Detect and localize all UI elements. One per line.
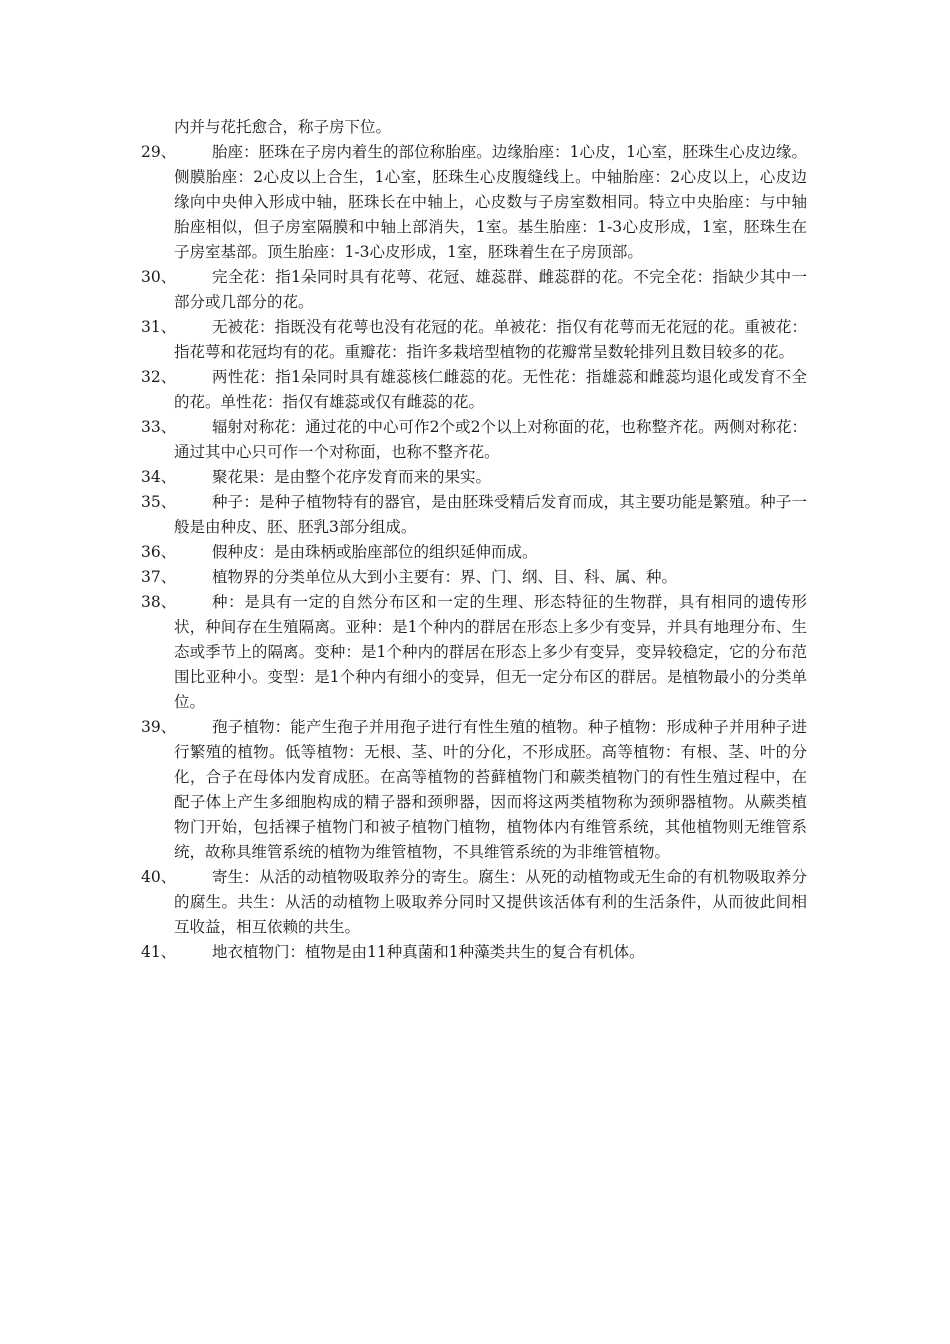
definition-list [141,140,807,965]
list-item [141,265,807,315]
item-text [174,265,807,315]
item-number: 41、 [141,943,177,961]
item-text [174,465,807,490]
item-text [174,490,807,540]
list-item [141,865,807,940]
list-item [141,315,807,365]
list-item [141,590,807,715]
item-text [174,415,807,465]
item-number: 37、 [141,568,177,586]
item-text [174,940,807,965]
item-body: 假种皮：是由珠柄或胎座部位的组织延伸而成。 [212,543,538,561]
list-item [141,490,807,540]
item-body: 聚花果：是由整个花序发育而来的果实。 [212,468,492,486]
item-text [174,140,807,265]
item-number: 34、 [141,468,177,486]
item-body: 孢子植物：能产生孢子并用孢子进行有性生殖的植物。种子植物：形成种子并用种子进行繁殖的植物。低等植物：无根、茎、叶的分化，不形成胚。高等植物：有根、茎、叶的分化，合子在母体内发育成胚。在高等植物的苔藓植物门和蕨类植物门的有性生殖过程中，在配子体上产生多细胞构成的精子器和颈卵器，因而将这两类植物称为颈卵器植物。从蕨类植物门开始，包括裸子植物门和被子植物门植物，植物体内有维管系统，其他植物则无维管系统，故称具维管系统的植物为维管植物，不具维管系统的为非维管植物。 [174,718,807,861]
list-item [141,415,807,465]
item-text [174,865,807,940]
list-item [141,565,807,590]
item-number: 31、 [141,318,177,336]
item-number: 30、 [141,268,177,286]
item-body: 植物界的分类单位从大到小主要有：界、门、纲、目、科、属、种。 [212,568,678,586]
item-body: 辐射对称花：通过花的中心可作2个或2个以上对称面的花，也称整齐花。两侧对称花：通过其中心只可作一个对称面，也称不整齐花。 [174,418,807,461]
item-body: 种：是具有一定的自然分布区和一定的生理、形态特征的生物群，具有相同的遗传形状，种间存在生殖隔离。亚种：是1个种内的群居在形态上多少有变异，并具有地理分布、生态或季节上的隔离。变种：是1个种内的群居在形态上多少有变异，变异较稳定，它的分布范围比亚种小。变型：是1个种内有细小的变异，但无一定分布区的群居。是植物最小的分类单位。 [174,593,807,711]
item-body: 胎座：胚珠在子房内着生的部位称胎座。边缘胎座：1心皮，1心室，胚珠生心皮边缘。侧膜胎座：2心皮以上合生，1心室，胚珠生心皮腹缝线上。中轴胎座：2心皮以上，心皮边缘向中央伸入形成中轴，胚珠长在中轴上，心皮数与子房室数相同。特立中央胎座：与中轴胎座相似，但子房室隔膜和中轴上部消失，1室。基生胎座：1-3心皮形成，1室，胚珠生在子房室基部。顶生胎座：1-3心皮形成，1室，胚珠着生在子房顶部。 [174,143,807,261]
item-number: 36、 [141,543,177,561]
continuation-line: 内并与花托愈合，称子房下位。 [174,118,392,136]
item-text [174,540,807,565]
list-item [141,465,807,490]
item-body: 两性花：指1朵同时具有雄蕊核仁雌蕊的花。无性花：指雄蕊和雌蕊均退化或发育不全的花。单性花：指仅有雄蕊或仅有雌蕊的花。 [174,368,807,411]
item-number: 29、 [141,143,177,161]
list-item [141,940,807,965]
item-number: 35、 [141,493,177,511]
item-number: 39、 [141,718,177,736]
item-body: 无被花：指既没有花萼也没有花冠的花。单被花：指仅有花萼而无花冠的花。重被花：指花萼和花冠均有的花。重瓣花：指许多栽培型植物的花瓣常呈数轮排列且数目较多的花。 [174,318,807,361]
item-body: 寄生：从活的动植物吸取养分的寄生。腐生：从死的动植物或无生命的有机物吸取养分的腐生。共生：从活的动植物上吸取养分同时又提供该活体有利的生活条件，从而彼此间相互收益，相互依赖的共生。 [174,868,807,936]
list-item [141,715,807,865]
item-number: 40、 [141,868,177,886]
list-item [141,540,807,565]
item-text [174,315,807,365]
list-item [141,365,807,415]
item-body: 地衣植物门：植物是由11种真菌和1种藻类共生的复合有机体。 [212,943,645,961]
item-number: 38、 [141,593,177,611]
item-number: 33、 [141,418,177,436]
item-text [174,365,807,415]
item-text [174,715,807,865]
item-body: 完全花：指1朵同时具有花萼、花冠、雄蕊群、雌蕊群的花。不完全花：指缺少其中一部分或几部分的花。 [174,268,807,311]
list-item [141,140,807,265]
item-text [174,590,807,715]
item-number: 32、 [141,368,177,386]
item-body: 种子：是种子植物特有的器官，是由胚珠受精后发育而成，其主要功能是繁殖。种子一般是由种皮、胚、胚乳3部分组成。 [174,493,807,536]
item-text [174,565,807,590]
